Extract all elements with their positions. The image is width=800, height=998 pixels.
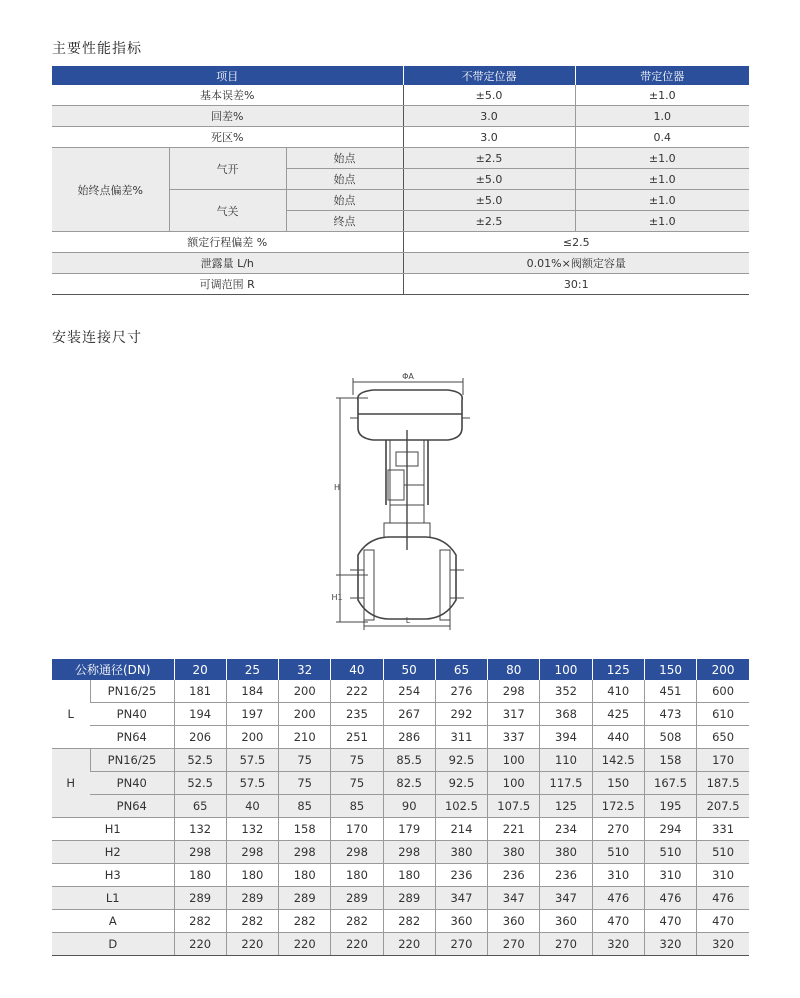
cell: 132 — [174, 818, 226, 841]
cell: 600 — [697, 680, 749, 703]
cell: 510 — [697, 841, 749, 864]
dim-label-h: H — [333, 483, 341, 492]
row-label: 泄露量 L/h — [52, 253, 403, 274]
cell: 476 — [592, 887, 644, 910]
cell: ±2.5 — [403, 211, 575, 232]
row-label: 回差% — [52, 106, 403, 127]
cell: 236 — [435, 864, 487, 887]
cell: 220 — [279, 933, 331, 956]
table-row — [52, 818, 749, 841]
cell: 470 — [644, 910, 696, 933]
cell: 360 — [540, 910, 592, 933]
cell: 380 — [488, 841, 540, 864]
row-label: 始终点偏差% — [52, 148, 169, 232]
table-row — [52, 726, 749, 749]
cell: 181 — [174, 680, 226, 703]
header-dn-value: 150 — [644, 659, 696, 680]
cell: 210 — [279, 726, 331, 749]
cell: 282 — [331, 910, 383, 933]
cell: 360 — [435, 910, 487, 933]
cell: 200 — [226, 726, 278, 749]
table-header-row — [52, 659, 749, 680]
cell: 298 — [226, 841, 278, 864]
cell: 331 — [697, 818, 749, 841]
cell: 267 — [383, 703, 435, 726]
header-dn-value: 200 — [697, 659, 749, 680]
table-row — [52, 703, 749, 726]
cell: 214 — [435, 818, 487, 841]
cell: 317 — [488, 703, 540, 726]
cell: 184 — [226, 680, 278, 703]
cell: 221 — [488, 818, 540, 841]
valve-drawing — [328, 370, 478, 630]
cell: 30:1 — [403, 274, 749, 295]
cell: 65 — [174, 795, 226, 818]
cell: 52.5 — [174, 772, 226, 795]
row-label: PN64 — [90, 726, 174, 749]
cell: 52.5 — [174, 749, 226, 772]
cell: 207.5 — [697, 795, 749, 818]
cell: 92.5 — [435, 772, 487, 795]
cell: 270 — [592, 818, 644, 841]
cell: 410 — [592, 680, 644, 703]
group-label: H — [52, 749, 90, 818]
table-row — [52, 106, 749, 127]
cell: 1.0 — [575, 106, 749, 127]
cell: 298 — [383, 841, 435, 864]
cell: 187.5 — [697, 772, 749, 795]
cell: 始点 — [286, 148, 403, 169]
cell: ±5.0 — [403, 190, 575, 211]
cell: 289 — [226, 887, 278, 910]
row-label: PN40 — [90, 703, 174, 726]
header-dn-value: 125 — [592, 659, 644, 680]
cell: 85 — [331, 795, 383, 818]
row-label: PN16/25 — [90, 680, 174, 703]
header-dn-value: 25 — [226, 659, 278, 680]
cell: ±1.0 — [575, 148, 749, 169]
cell: 3.0 — [403, 127, 575, 148]
cell: 510 — [592, 841, 644, 864]
cell: 158 — [644, 749, 696, 772]
cell: 254 — [383, 680, 435, 703]
cell: 380 — [435, 841, 487, 864]
cell: ±1.0 — [575, 85, 749, 106]
cell: ±1.0 — [575, 169, 749, 190]
cell: 57.5 — [226, 772, 278, 795]
cell: 206 — [174, 726, 226, 749]
cell: 75 — [331, 749, 383, 772]
dim-label-phi-a: ΦA — [402, 372, 414, 381]
cell: 510 — [644, 841, 696, 864]
cell: 451 — [644, 680, 696, 703]
cell: 470 — [592, 910, 644, 933]
header-item: 项目 — [52, 66, 403, 85]
cell: 132 — [226, 818, 278, 841]
row-label: 可调范围 R — [52, 274, 403, 295]
header-dn-value: 65 — [435, 659, 487, 680]
cell: 380 — [540, 841, 592, 864]
row-label: 死区% — [52, 127, 403, 148]
header-dn-value: 80 — [488, 659, 540, 680]
cell: 170 — [331, 818, 383, 841]
group-label: L — [52, 680, 90, 749]
table-row — [52, 841, 749, 864]
cell: 220 — [174, 933, 226, 956]
cell: 425 — [592, 703, 644, 726]
row-label: H2 — [52, 841, 174, 864]
cell: 100 — [488, 749, 540, 772]
dim-label-l: L — [405, 616, 411, 625]
cell: 222 — [331, 680, 383, 703]
cell: 75 — [331, 772, 383, 795]
header-with-positioner: 带定位器 — [575, 66, 749, 85]
cell: 337 — [488, 726, 540, 749]
table-row — [52, 274, 749, 295]
section-title-performance: 主要性能指标 — [52, 41, 142, 57]
cell: 始点 — [286, 169, 403, 190]
cell: 270 — [488, 933, 540, 956]
cell: 200 — [279, 680, 331, 703]
performance-table — [52, 66, 749, 295]
table-row — [52, 864, 749, 887]
cell: 236 — [540, 864, 592, 887]
cell: 180 — [279, 864, 331, 887]
cell: 289 — [174, 887, 226, 910]
cell: 57.5 — [226, 749, 278, 772]
cell: 170 — [697, 749, 749, 772]
cell: 282 — [279, 910, 331, 933]
cell: 102.5 — [435, 795, 487, 818]
cell: ≤2.5 — [403, 232, 749, 253]
row-label: 额定行程偏差 % — [52, 232, 403, 253]
row-label: PN16/25 — [90, 749, 174, 772]
table-row — [52, 127, 749, 148]
cell: 310 — [592, 864, 644, 887]
table-row — [52, 232, 749, 253]
cell: 298 — [488, 680, 540, 703]
cell: 347 — [435, 887, 487, 910]
cell: ±1.0 — [575, 190, 749, 211]
cell: 347 — [540, 887, 592, 910]
table-row — [52, 680, 749, 703]
row-label: D — [52, 933, 174, 956]
header-no-positioner: 不带定位器 — [403, 66, 575, 85]
cell: 85.5 — [383, 749, 435, 772]
cell: 172.5 — [592, 795, 644, 818]
cell: 220 — [383, 933, 435, 956]
cell: 282 — [383, 910, 435, 933]
cell: 368 — [540, 703, 592, 726]
table-row — [52, 910, 749, 933]
cell: 158 — [279, 818, 331, 841]
cell: 235 — [331, 703, 383, 726]
cell: 360 — [488, 910, 540, 933]
cell: 352 — [540, 680, 592, 703]
cell: 100 — [488, 772, 540, 795]
cell: 298 — [331, 841, 383, 864]
cell: 294 — [644, 818, 696, 841]
cell: 298 — [279, 841, 331, 864]
cell: 194 — [174, 703, 226, 726]
cell: 167.5 — [644, 772, 696, 795]
cell: 110 — [540, 749, 592, 772]
cell: 292 — [435, 703, 487, 726]
cell: 286 — [383, 726, 435, 749]
cell: 117.5 — [540, 772, 592, 795]
cell: 476 — [697, 887, 749, 910]
cell: 508 — [644, 726, 696, 749]
cell: 289 — [279, 887, 331, 910]
cell: 180 — [174, 864, 226, 887]
table-row — [52, 887, 749, 910]
cell: ±2.5 — [403, 148, 575, 169]
cell: 234 — [540, 818, 592, 841]
cell: 473 — [644, 703, 696, 726]
cell: 75 — [279, 772, 331, 795]
cell: 320 — [697, 933, 749, 956]
cell: 282 — [226, 910, 278, 933]
cell: 107.5 — [488, 795, 540, 818]
cell: 75 — [279, 749, 331, 772]
dim-label-h1: H1 — [331, 593, 343, 602]
cell: 180 — [383, 864, 435, 887]
cell: 289 — [383, 887, 435, 910]
dimensions-table — [52, 659, 749, 956]
cell: 270 — [435, 933, 487, 956]
cell: 220 — [331, 933, 383, 956]
cell: 610 — [697, 703, 749, 726]
cell: 150 — [592, 772, 644, 795]
cell: ±5.0 — [403, 169, 575, 190]
cell: 394 — [540, 726, 592, 749]
cell: 终点 — [286, 211, 403, 232]
header-dn-value: 40 — [331, 659, 383, 680]
cell: 82.5 — [383, 772, 435, 795]
cell: 0.01%×阀额定容量 — [403, 253, 749, 274]
cell: 180 — [226, 864, 278, 887]
header-dn-value: 50 — [383, 659, 435, 680]
cell: 282 — [174, 910, 226, 933]
row-label: PN64 — [90, 795, 174, 818]
row-label: H3 — [52, 864, 174, 887]
cell: 179 — [383, 818, 435, 841]
cell: 310 — [697, 864, 749, 887]
cell: 276 — [435, 680, 487, 703]
table-row — [52, 795, 749, 818]
table-row — [52, 933, 749, 956]
cell: 3.0 — [403, 106, 575, 127]
cell: 40 — [226, 795, 278, 818]
row-label: A — [52, 910, 174, 933]
row-label: L1 — [52, 887, 174, 910]
table-row — [52, 85, 749, 106]
cell: 311 — [435, 726, 487, 749]
table-row — [52, 749, 749, 772]
cell: 236 — [488, 864, 540, 887]
cell: ±1.0 — [575, 211, 749, 232]
cell: ±5.0 — [403, 85, 575, 106]
cell: 90 — [383, 795, 435, 818]
cell: 298 — [174, 841, 226, 864]
cell: 289 — [331, 887, 383, 910]
row-sublabel: 气开 — [169, 148, 286, 190]
cell: 195 — [644, 795, 696, 818]
cell: 125 — [540, 795, 592, 818]
cell: 650 — [697, 726, 749, 749]
cell: 320 — [644, 933, 696, 956]
cell: 180 — [331, 864, 383, 887]
cell: 85 — [279, 795, 331, 818]
cell: 251 — [331, 726, 383, 749]
header-dn: 公称通径(DN) — [52, 659, 174, 680]
section-title-installation: 安装连接尺寸 — [52, 330, 142, 346]
table-row — [52, 772, 749, 795]
row-label: 基本误差% — [52, 85, 403, 106]
cell: 440 — [592, 726, 644, 749]
row-label: PN40 — [90, 772, 174, 795]
cell: 470 — [697, 910, 749, 933]
cell: 197 — [226, 703, 278, 726]
cell: 347 — [488, 887, 540, 910]
header-dn-value: 100 — [540, 659, 592, 680]
table-row — [52, 253, 749, 274]
cell: 0.4 — [575, 127, 749, 148]
cell: 476 — [644, 887, 696, 910]
cell: 320 — [592, 933, 644, 956]
cell: 142.5 — [592, 749, 644, 772]
cell: 220 — [226, 933, 278, 956]
header-dn-value: 20 — [174, 659, 226, 680]
header-dn-value: 32 — [279, 659, 331, 680]
cell: 92.5 — [435, 749, 487, 772]
cell: 始点 — [286, 190, 403, 211]
table-header-row — [52, 66, 749, 85]
row-sublabel: 气关 — [169, 190, 286, 232]
row-label: H1 — [52, 818, 174, 841]
cell: 270 — [540, 933, 592, 956]
cell: 310 — [644, 864, 696, 887]
table-row — [52, 148, 749, 169]
cell: 200 — [279, 703, 331, 726]
